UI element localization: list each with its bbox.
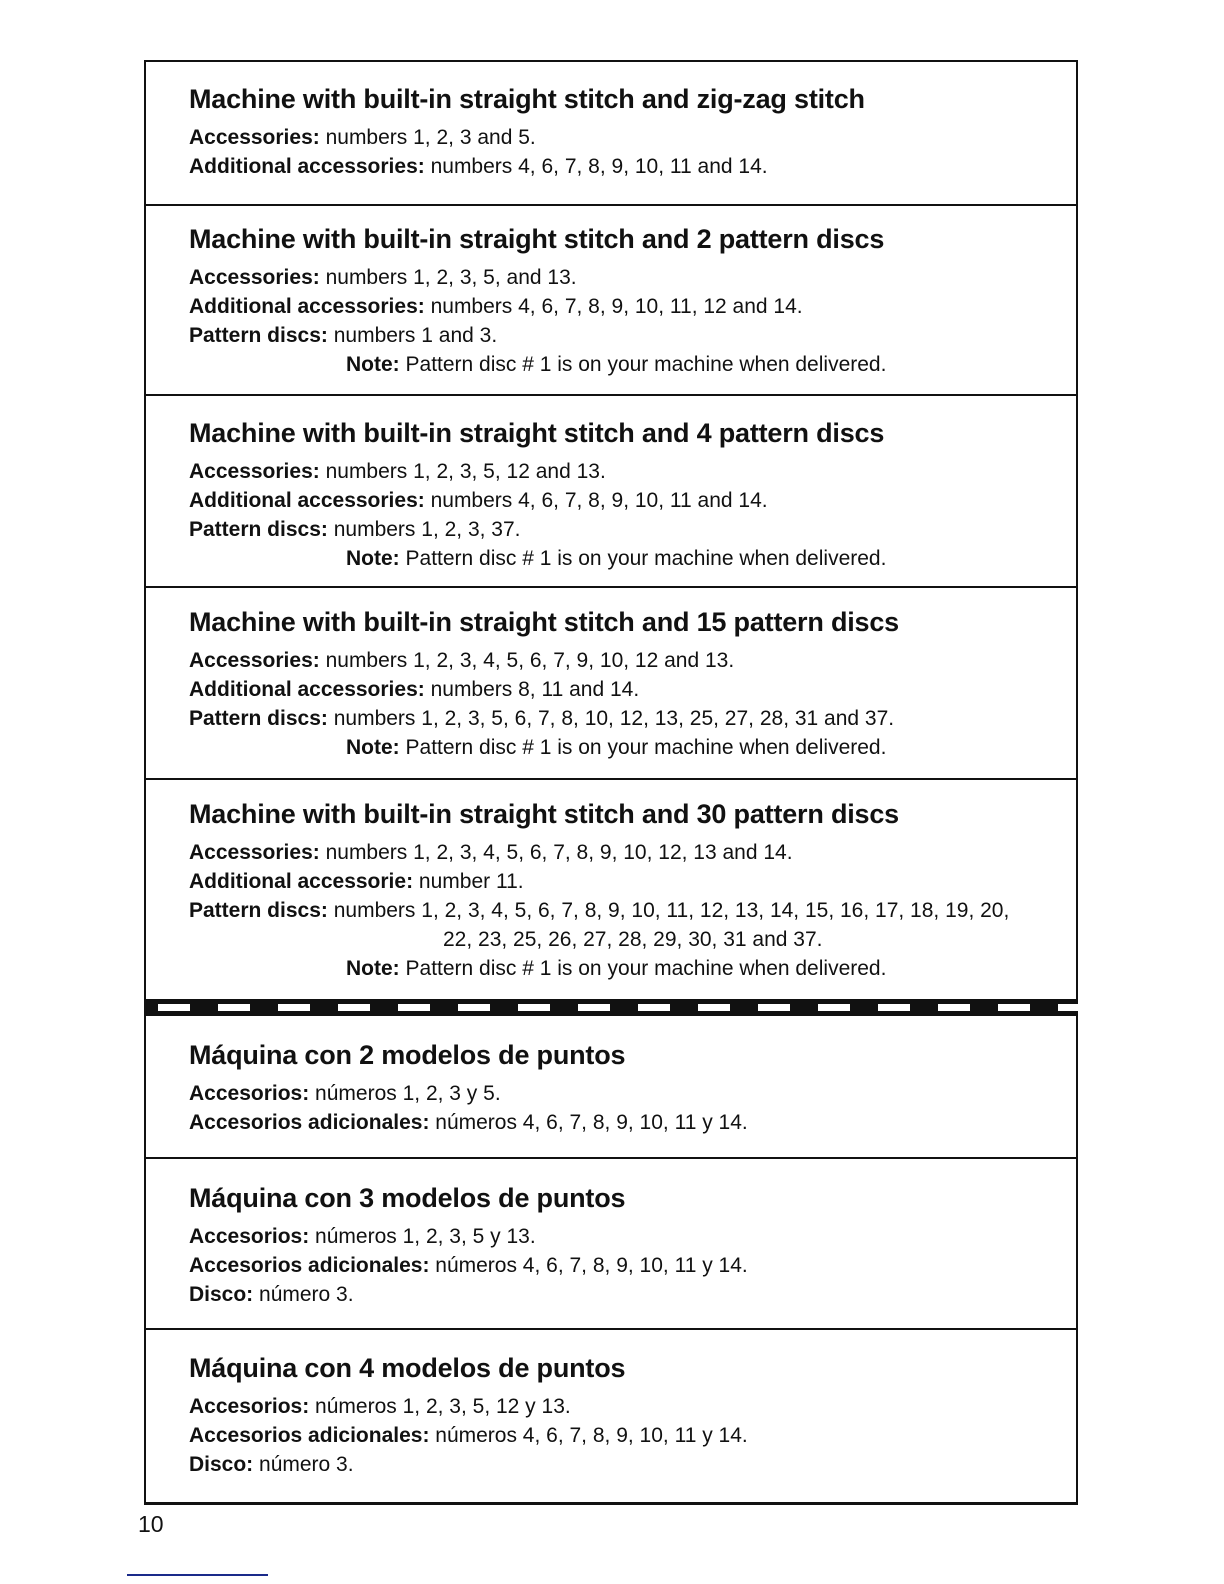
language-separator-dashed-bar xyxy=(144,999,1078,1016)
spec-line xyxy=(189,126,536,150)
spec-line xyxy=(189,1254,748,1278)
spec-value: números 4, 6, 7, 8, 9, 10, 11 y 14. xyxy=(429,1111,748,1134)
spec-value: numbers 8, 11 and 14. xyxy=(424,678,640,701)
spec-line xyxy=(189,295,803,319)
spec-line xyxy=(189,1424,748,1448)
spec-label: Disco: xyxy=(189,1453,254,1476)
spec-label: Additional accessories: xyxy=(189,489,425,512)
note-line xyxy=(346,353,886,377)
spec-line xyxy=(189,1453,354,1477)
section-title: Máquina con 4 modelos de puntos xyxy=(189,1353,626,1383)
spec-value: numbers 4, 6, 7, 8, 9, 10, 11 and 14. xyxy=(424,155,768,178)
spec-line xyxy=(189,649,734,673)
spec-label: Accesorios adicionales: xyxy=(189,1111,430,1134)
spec-label: Accesorios: xyxy=(189,1395,310,1418)
spec-value: numbers 1 and 3. xyxy=(327,324,498,347)
spec-label: Accesorios: xyxy=(189,1082,310,1105)
spec-label: Pattern discs: xyxy=(189,899,328,922)
section-title: Máquina con 2 modelos de puntos xyxy=(189,1040,626,1070)
spec-value: numbers 1, 2, 3, 37. xyxy=(327,518,521,541)
spec-label: Accesorios adicionales: xyxy=(189,1424,430,1447)
spec-line xyxy=(189,707,894,731)
spec-label: Accessories: xyxy=(189,266,320,289)
spec-value: numbers 4, 6, 7, 8, 9, 10, 11 and 14. xyxy=(424,489,768,512)
spec-line xyxy=(189,266,577,290)
section-title: Machine with built-in straight stitch and 15 pattern discs xyxy=(189,607,899,637)
spec-label: Accessories: xyxy=(189,649,320,672)
spec-line xyxy=(189,841,793,865)
spec-value: numbers 1, 2, 3, 4, 5, 6, 7, 8, 9, 10, 12, 13 and 14. xyxy=(319,841,793,864)
spec-value: Pattern disc # 1 is on your machine when delivered. xyxy=(399,957,887,980)
spec-value: número 3. xyxy=(253,1283,354,1306)
section-title: Máquina con 3 modelos de puntos xyxy=(189,1183,626,1213)
spec-value: numbers 1, 2, 3, 5, 6, 7, 8, 10, 12, 13, 25, 27, 28, 31 and 37. xyxy=(327,707,895,730)
spec-label: Accessories: xyxy=(189,841,320,864)
spec-label: Pattern discs: xyxy=(189,707,328,730)
section-divider xyxy=(144,394,1078,396)
spec-label: Accesorios adicionales: xyxy=(189,1254,430,1277)
section-title: Machine with built-in straight stitch and 2 pattern discs xyxy=(189,224,885,254)
spec-label: Accesorios: xyxy=(189,1225,310,1248)
spec-value: números 1, 2, 3 y 5. xyxy=(309,1082,501,1105)
spec-line xyxy=(189,870,524,894)
spec-value: number 11. xyxy=(413,870,524,893)
spec-line xyxy=(189,1111,748,1135)
spec-line xyxy=(189,489,768,513)
spec-label: Disco: xyxy=(189,1283,254,1306)
spec-value: Pattern disc # 1 is on your machine when delivered. xyxy=(399,736,887,759)
spec-label: Note: xyxy=(346,547,400,570)
spec-value: numbers 1, 2, 3, 4, 5, 6, 7, 8, 9, 10, 11, 12, 13, 14, 15, 16, 17, 18, 19, 20, xyxy=(327,899,1010,922)
spec-line xyxy=(189,155,768,179)
spec-value: Pattern disc # 1 is on your machine when delivered. xyxy=(399,547,887,570)
spec-label: Note: xyxy=(346,353,400,376)
spec-label: Additional accessorie: xyxy=(189,870,414,893)
spec-value: numbers 1, 2, 3 and 5. xyxy=(319,126,536,149)
spec-value: número 3. xyxy=(253,1453,354,1476)
section-divider xyxy=(144,1157,1078,1159)
spec-label: Pattern discs: xyxy=(189,324,328,347)
section-title: Machine with built-in straight stitch and 30 pattern discs xyxy=(189,799,899,829)
spec-value: números 1, 2, 3, 5 y 13. xyxy=(309,1225,536,1248)
spec-value: numbers 1, 2, 3, 5, 12 and 13. xyxy=(319,460,606,483)
note-line xyxy=(346,736,886,760)
spec-label: Pattern discs: xyxy=(189,518,328,541)
spec-label: Additional accessories: xyxy=(189,155,425,178)
spec-label: Accessories: xyxy=(189,460,320,483)
spec-line xyxy=(189,518,521,542)
spec-value: Pattern disc # 1 is on your machine when delivered. xyxy=(399,353,887,376)
spec-line xyxy=(189,899,1009,923)
note-line xyxy=(346,957,886,981)
page-number: 10 xyxy=(138,1511,164,1537)
section-divider xyxy=(144,586,1078,588)
spec-label: Additional accessories: xyxy=(189,678,425,701)
spec-value: números 1, 2, 3, 5, 12 y 13. xyxy=(309,1395,571,1418)
section-title: Machine with built-in straight stitch and zig-zag stitch xyxy=(189,84,865,114)
spec-line xyxy=(189,324,497,348)
spec-line xyxy=(189,1225,536,1249)
spec-value: numbers 1, 2, 3, 5, and 13. xyxy=(319,266,577,289)
note-line xyxy=(346,547,886,571)
spec-line xyxy=(189,1082,501,1106)
spec-value: numbers 1, 2, 3, 4, 5, 6, 7, 9, 10, 12 and 13. xyxy=(319,649,735,672)
spec-value: 22, 23, 25, 26, 27, 28, 29, 30, 31 and 37. xyxy=(443,928,823,951)
section-divider xyxy=(144,1328,1078,1330)
spec-line xyxy=(189,1283,354,1307)
spec-value: números 4, 6, 7, 8, 9, 10, 11 y 14. xyxy=(429,1254,748,1277)
section-divider xyxy=(144,204,1078,206)
spec-line xyxy=(189,460,606,484)
spec-label: Note: xyxy=(346,736,400,759)
spec-line xyxy=(189,678,639,702)
section-divider xyxy=(144,778,1078,780)
spec-line xyxy=(189,1395,571,1419)
blue-underline-mark xyxy=(127,1574,268,1576)
spec-value: números 4, 6, 7, 8, 9, 10, 11 y 14. xyxy=(429,1424,748,1447)
spec-label: Note: xyxy=(346,957,400,980)
spec-value: numbers 4, 6, 7, 8, 9, 10, 11, 12 and 14. xyxy=(424,295,803,318)
spec-label: Accessories: xyxy=(189,126,320,149)
spec-line xyxy=(443,928,822,952)
section-title: Machine with built-in straight stitch and 4 pattern discs xyxy=(189,418,885,448)
spec-label: Additional accessories: xyxy=(189,295,425,318)
